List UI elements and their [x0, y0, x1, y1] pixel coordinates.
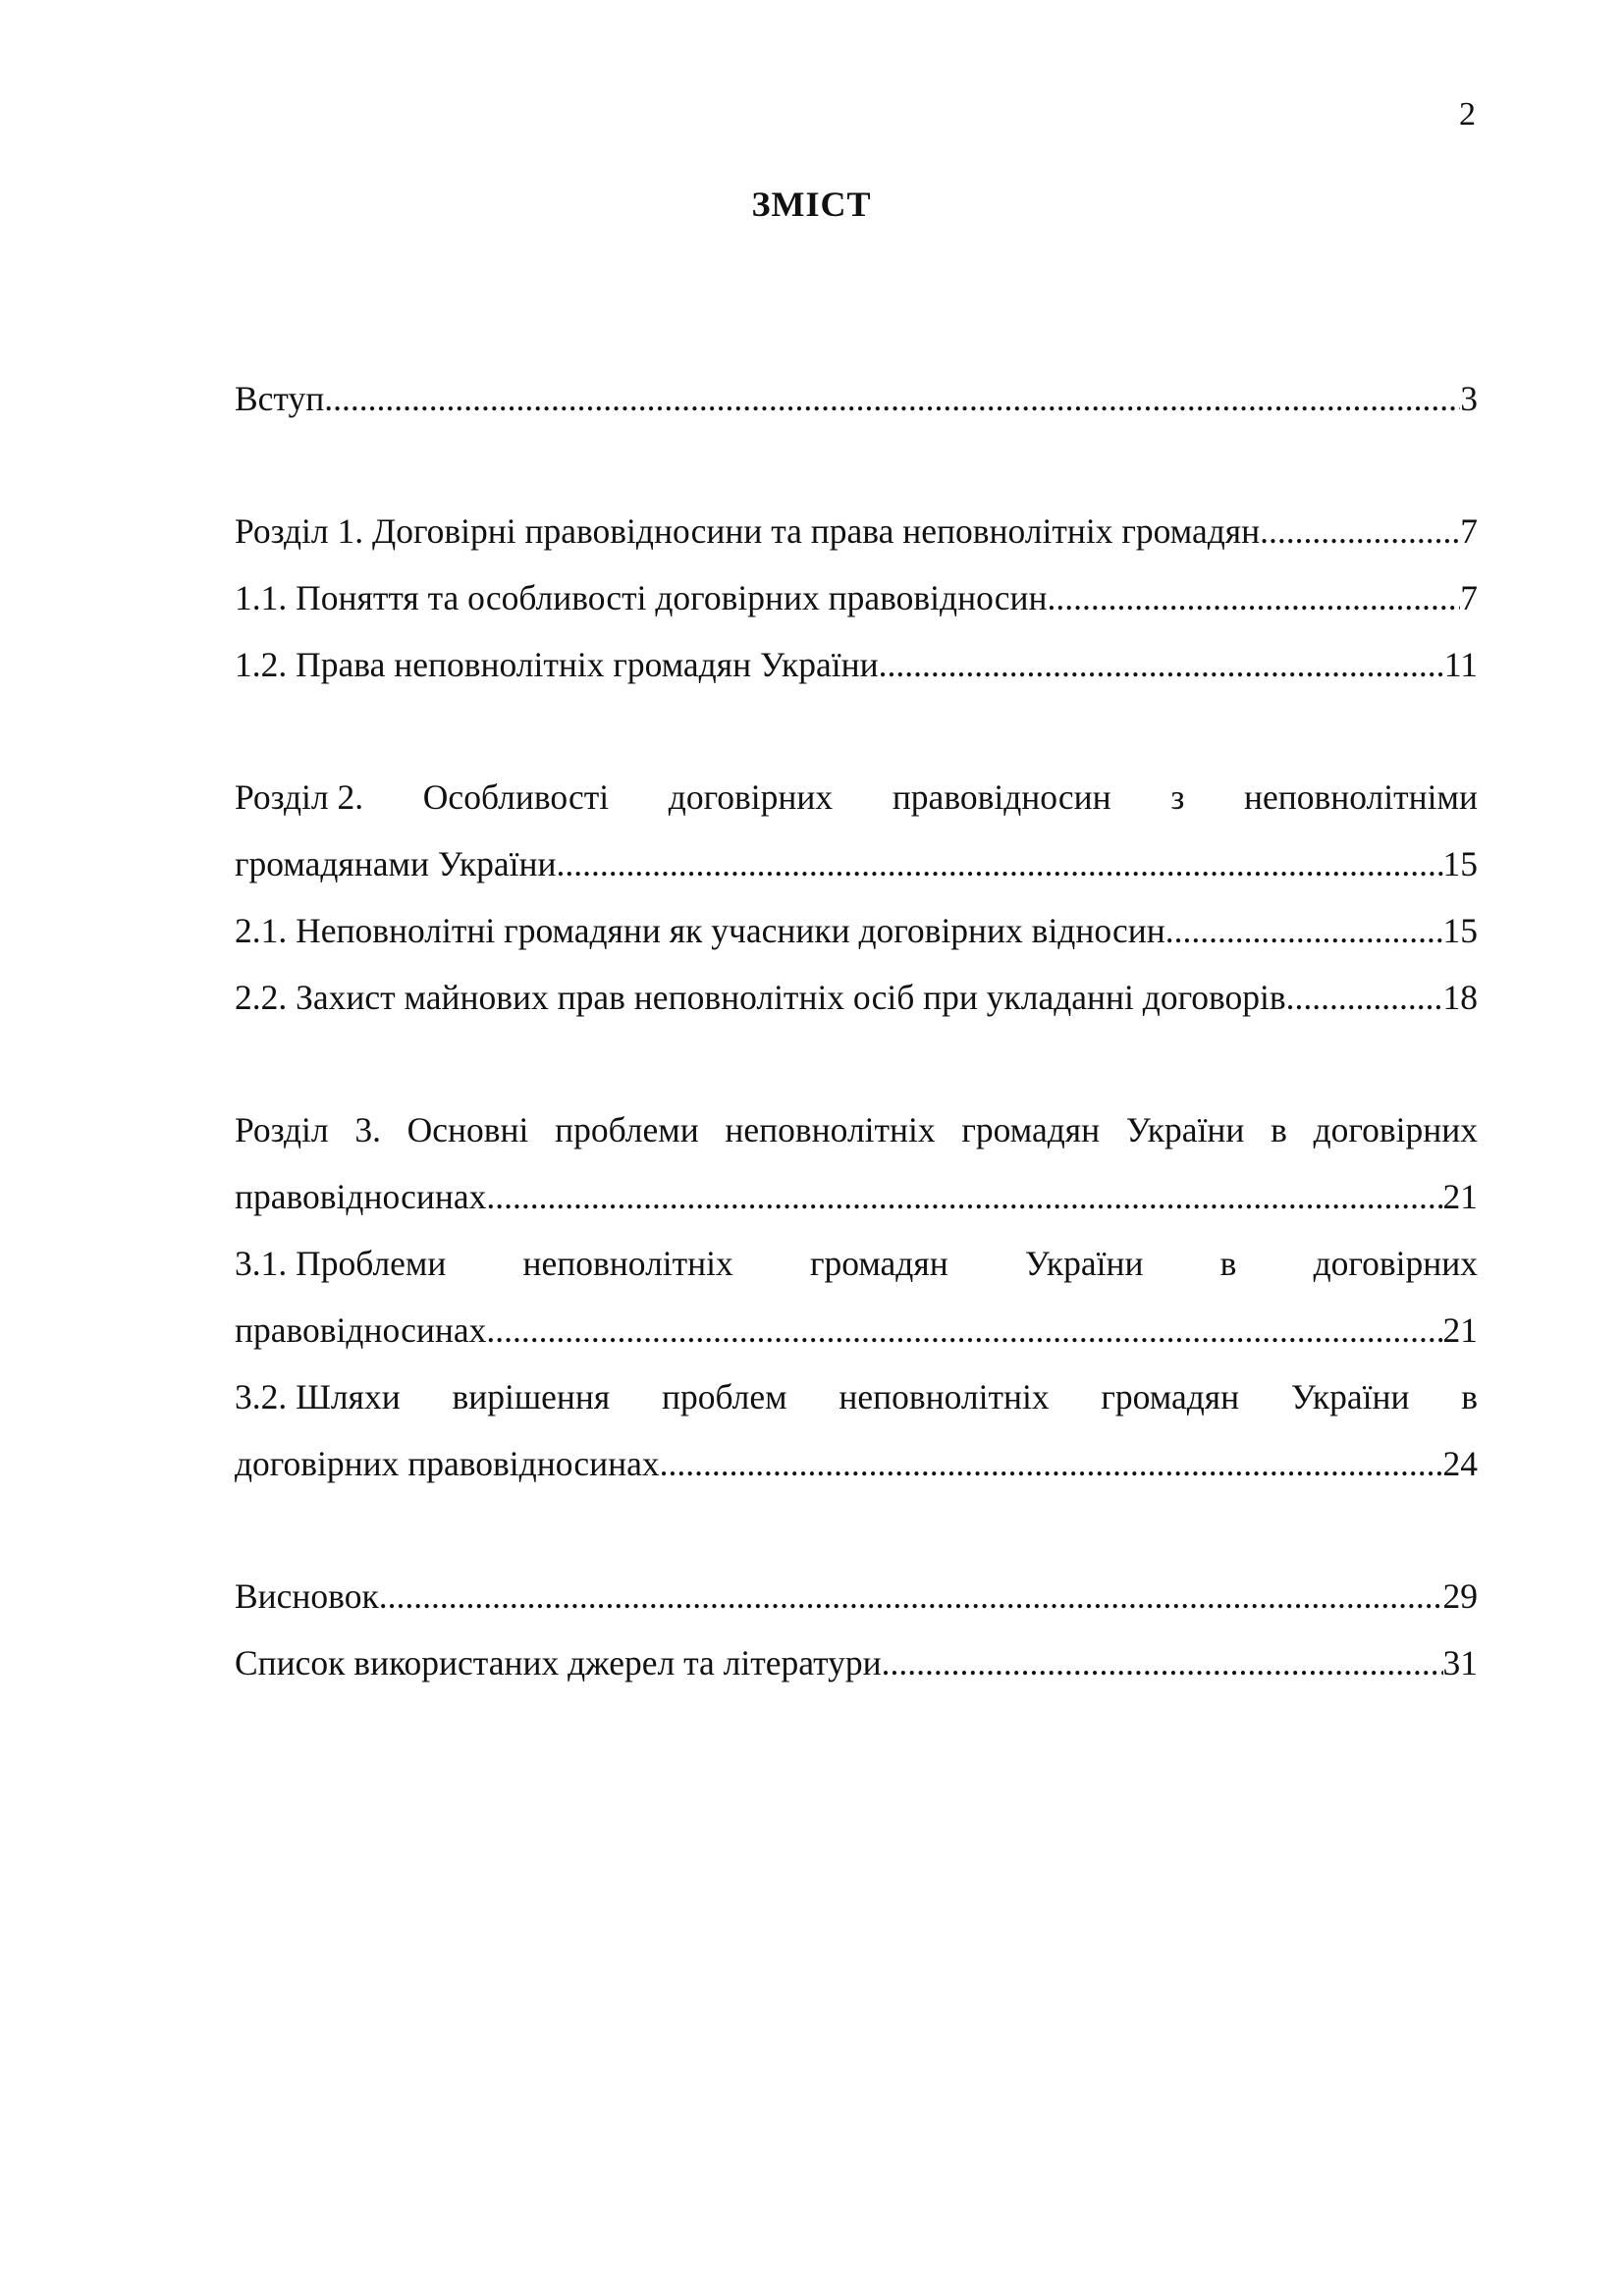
title-word: договірних: [1313, 1110, 1478, 1149]
toc-entry-title: Список використаних джерел та літератури: [235, 1643, 882, 1682]
dot-leader: [660, 1430, 1443, 1497]
title-word: 3.: [354, 1110, 381, 1149]
toc-entry-page: 18: [1442, 978, 1478, 1017]
title-word: неповнолітніх: [522, 1244, 733, 1283]
title-word: правовідносин: [892, 777, 1111, 817]
toc-entry-page: 15: [1442, 844, 1478, 883]
title-word: в: [1271, 1110, 1287, 1149]
toc-entry-section-3-1[interactable]: [235, 1230, 1478, 1363]
dot-leader: [882, 1629, 1443, 1696]
dot-leader: [1286, 964, 1443, 1031]
toc-entry-section-2-1[interactable]: [235, 897, 1478, 964]
title-word: громадян: [1101, 1377, 1240, 1416]
title-word: Основні: [406, 1110, 529, 1149]
toc-entry-page: 7: [1460, 511, 1478, 551]
table-of-contents: [235, 365, 1478, 1696]
title-word: договірних: [668, 777, 834, 817]
title-word: в: [1219, 1244, 1237, 1283]
toc-entry-page: 24: [1442, 1444, 1478, 1483]
title-word: громадян: [809, 1244, 948, 1283]
toc-entry-title: Висновок: [235, 1576, 379, 1616]
toc-entry-title-line: [235, 1363, 1478, 1430]
toc-entry-section-3-2[interactable]: [235, 1363, 1478, 1497]
title-word: Розділ: [235, 1110, 329, 1149]
toc-entry-title: Розділ 1. Договірні правовідносини та права неповнолітніх громадян: [235, 511, 1261, 551]
toc-entry-page: 7: [1460, 578, 1478, 617]
toc-entry-section-1-1[interactable]: [235, 564, 1478, 631]
toc-entry-title-line: [235, 1096, 1478, 1163]
title-word: неповнолітніх: [725, 1110, 936, 1149]
toc-entry-title: 1.1. Поняття та особливості договірних правовідносин: [235, 578, 1048, 617]
toc-entry-sources[interactable]: [235, 1629, 1478, 1696]
title-word: договірних: [1313, 1244, 1478, 1283]
toc-entry-page: 3: [1460, 379, 1478, 418]
toc-entry-page: 21: [1442, 1177, 1478, 1216]
toc-entry-intro[interactable]: [235, 365, 1478, 432]
toc-heading: ЗМІСТ: [751, 185, 872, 224]
toc-entry-title: 1.2. Права неповнолітніх громадян України: [235, 645, 879, 684]
dot-leader: [556, 830, 1442, 897]
title-word: Особливості: [422, 777, 610, 817]
toc-entry-chapter-2[interactable]: [235, 764, 1478, 897]
toc-entry-page: 29: [1442, 1576, 1478, 1616]
toc-entry-page: 21: [1442, 1310, 1478, 1350]
title-word: проблеми: [555, 1110, 699, 1149]
toc-entry-title: договірних правовідносинах: [235, 1444, 660, 1483]
toc-entry-title: Вступ: [235, 379, 325, 418]
page-number: 2: [1459, 96, 1476, 133]
toc-entry-page: 31: [1442, 1643, 1478, 1682]
title-word: України: [1290, 1377, 1410, 1416]
toc-entry-title-line: [235, 1230, 1478, 1297]
dot-leader: [1165, 897, 1443, 964]
dot-leader: [879, 631, 1444, 698]
toc-entry-section-2-2[interactable]: [235, 964, 1478, 1031]
dot-leader: [486, 1297, 1442, 1363]
toc-entry-page: 11: [1443, 645, 1478, 684]
toc-entry-chapter-1[interactable]: [235, 498, 1478, 564]
title-word: громадян: [961, 1110, 1101, 1149]
dot-leader: [486, 1163, 1442, 1230]
toc-entry-title: громадянами України: [235, 844, 557, 883]
title-word: проблем: [662, 1377, 787, 1416]
toc-entry-title: правовідносинах: [235, 1310, 487, 1350]
toc-entry-title: правовідносинах: [235, 1177, 487, 1216]
toc-entry-chapter-3[interactable]: [235, 1096, 1478, 1230]
toc-entry-conclusion[interactable]: [235, 1563, 1478, 1629]
title-word: України: [1125, 1110, 1245, 1149]
title-word: вирішення: [452, 1377, 611, 1416]
toc-entry-title-line: [235, 764, 1478, 830]
toc-entry-page: 15: [1442, 911, 1478, 950]
dot-leader: [1260, 498, 1460, 564]
title-word: в: [1461, 1377, 1478, 1416]
title-word: 3.1. Проблеми: [235, 1244, 447, 1283]
dot-leader: [379, 1563, 1443, 1629]
toc-entry-title: 2.1. Неповнолітні громадяни як учасники договірних відносин: [235, 911, 1165, 950]
dot-leader: [1047, 564, 1460, 631]
title-word: неповнолітніх: [839, 1377, 1050, 1416]
dot-leader: [324, 365, 1460, 432]
title-word: України: [1024, 1244, 1144, 1283]
title-word: Розділ 2.: [235, 777, 364, 817]
toc-entry-title: 2.2. Захист майнових прав неповнолітніх осіб при укладанні договорів: [235, 978, 1286, 1017]
title-word: з: [1170, 777, 1185, 817]
title-word: 3.2. Шляхи: [235, 1377, 401, 1416]
toc-entry-section-1-2[interactable]: [235, 631, 1478, 698]
title-word: неповнолітніми: [1244, 777, 1478, 817]
